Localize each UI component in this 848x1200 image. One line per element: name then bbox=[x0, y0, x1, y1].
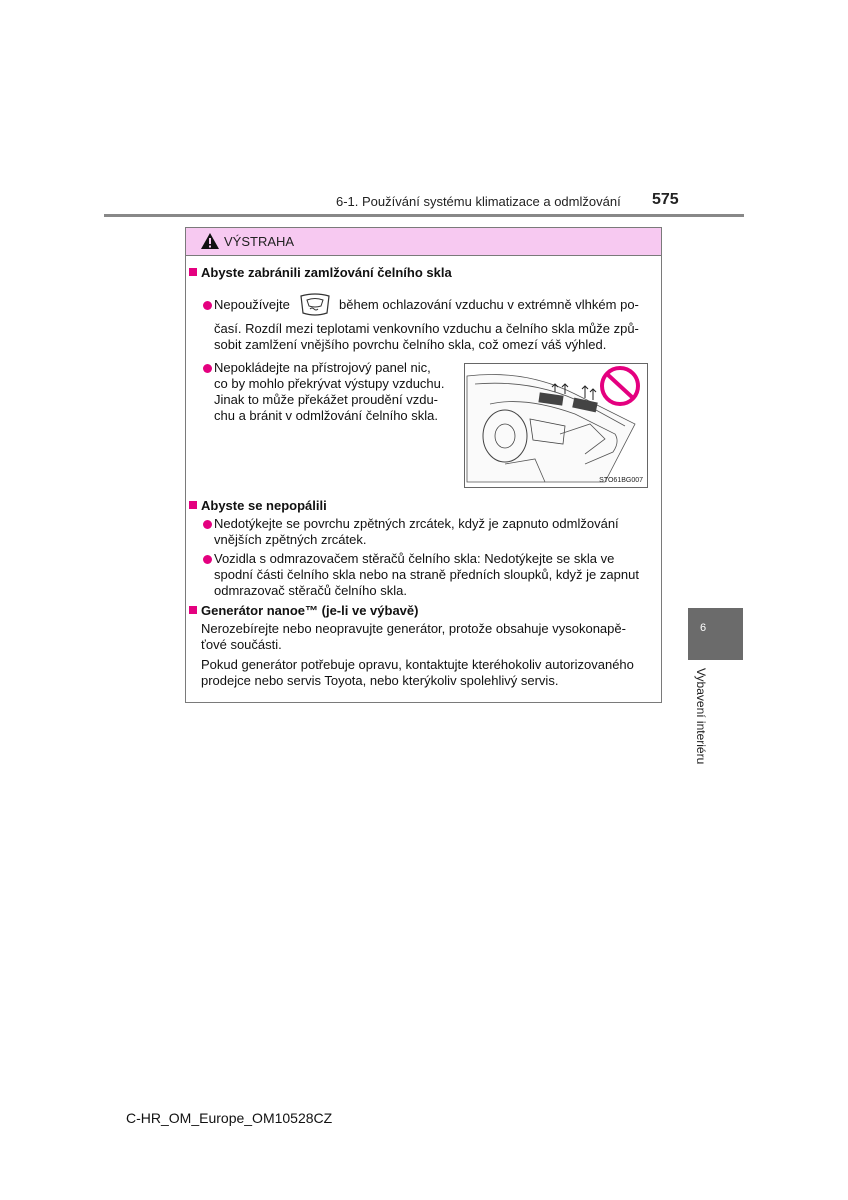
section-title-nanoe: Generátor nanoe™ (je-li ve výbavě) bbox=[189, 603, 418, 618]
bullet-icon bbox=[203, 364, 212, 373]
warning-header bbox=[186, 228, 661, 256]
windshield-defog-button-icon bbox=[298, 293, 332, 317]
section-square-icon bbox=[189, 268, 197, 276]
chapter-tab bbox=[688, 608, 743, 660]
document-id: C-HR_OM_Europe_OM10528CZ bbox=[126, 1110, 333, 1126]
s3-para1-line2: ťové součásti. bbox=[201, 637, 282, 652]
section-header-title: 6-1. Používání systému klimatizace a odmlžování bbox=[336, 194, 621, 209]
section-title-fogging: Abyste zabránili zamlžování čelního skla bbox=[189, 265, 452, 280]
warning-label: VÝSTRAHA bbox=[224, 234, 295, 249]
s3-para2-line2: prodejce nebo servis Toyota, nebo kterýkoliv spolehlivý servis. bbox=[201, 673, 559, 688]
bullet1-line3: sobit zamlžení vnějšího povrchu čelního skla, což omezí váš výhled. bbox=[214, 337, 607, 352]
section-title-burns: Abyste se nepopálili bbox=[189, 498, 327, 513]
bullet-icon bbox=[203, 301, 212, 310]
chapter-number: 6 bbox=[699, 622, 707, 634]
s2-bullet2-line1: Vozidla s odmrazovačem stěračů čelního skla: Nedotýkejte se skla ve bbox=[214, 551, 615, 566]
section-square-icon bbox=[189, 501, 197, 509]
bullet2-line2: co by mohlo překrývat výstupy vzduchu. bbox=[214, 376, 445, 391]
header-divider bbox=[104, 214, 744, 217]
warning-triangle-icon bbox=[200, 232, 220, 250]
bullet2-line3: Jinak to může překážet proudění vzdu- bbox=[214, 392, 439, 407]
bullet1-line1-after: během ochlazování vzduchu v extrémně vlhkém po- bbox=[339, 297, 639, 312]
s2-bullet1-line1: Nedotýkejte se povrchu zpětných zrcátek, když je zapnuto odmlžování bbox=[214, 516, 619, 531]
s3-para2-line1: Pokud generátor potřebuje opravu, kontaktujte kteréhokoliv autorizovaného bbox=[201, 657, 634, 672]
bullet2-line1: Nepokládejte na přístrojový panel nic, bbox=[214, 360, 431, 375]
s2-bullet2-line3: odmrazovač stěračů čelního skla. bbox=[214, 583, 407, 598]
chapter-label: Vybavení interiéru bbox=[694, 668, 708, 765]
bullet1-line2: časí. Rozdíl mezi teplotami venkovního vzduchu a čelního skla může způ- bbox=[214, 321, 639, 336]
bullet1-line1-before: Nepoužívejte bbox=[214, 297, 290, 312]
dashboard-illustration bbox=[464, 363, 648, 488]
bullet2-line4: chu a bránit v odmlžování čelního skla. bbox=[214, 408, 439, 423]
section-square-icon bbox=[189, 606, 197, 614]
bullet-icon bbox=[203, 520, 212, 529]
figure-code: STO61BG007 bbox=[599, 477, 643, 484]
s2-bullet1-line2: vnějších zpětných zrcátek. bbox=[214, 532, 367, 547]
s2-bullet2-line2: spodní části čelního skla nebo na straně předních sloupků, když je zapnut bbox=[214, 567, 639, 582]
page-number: 575 bbox=[652, 191, 679, 208]
bullet-icon bbox=[203, 555, 212, 564]
s3-para1-line1: Nerozebírejte nebo neopravujte generátor, protože obsahuje vysokonapě- bbox=[201, 621, 626, 636]
dashboard-drawing bbox=[465, 364, 648, 488]
